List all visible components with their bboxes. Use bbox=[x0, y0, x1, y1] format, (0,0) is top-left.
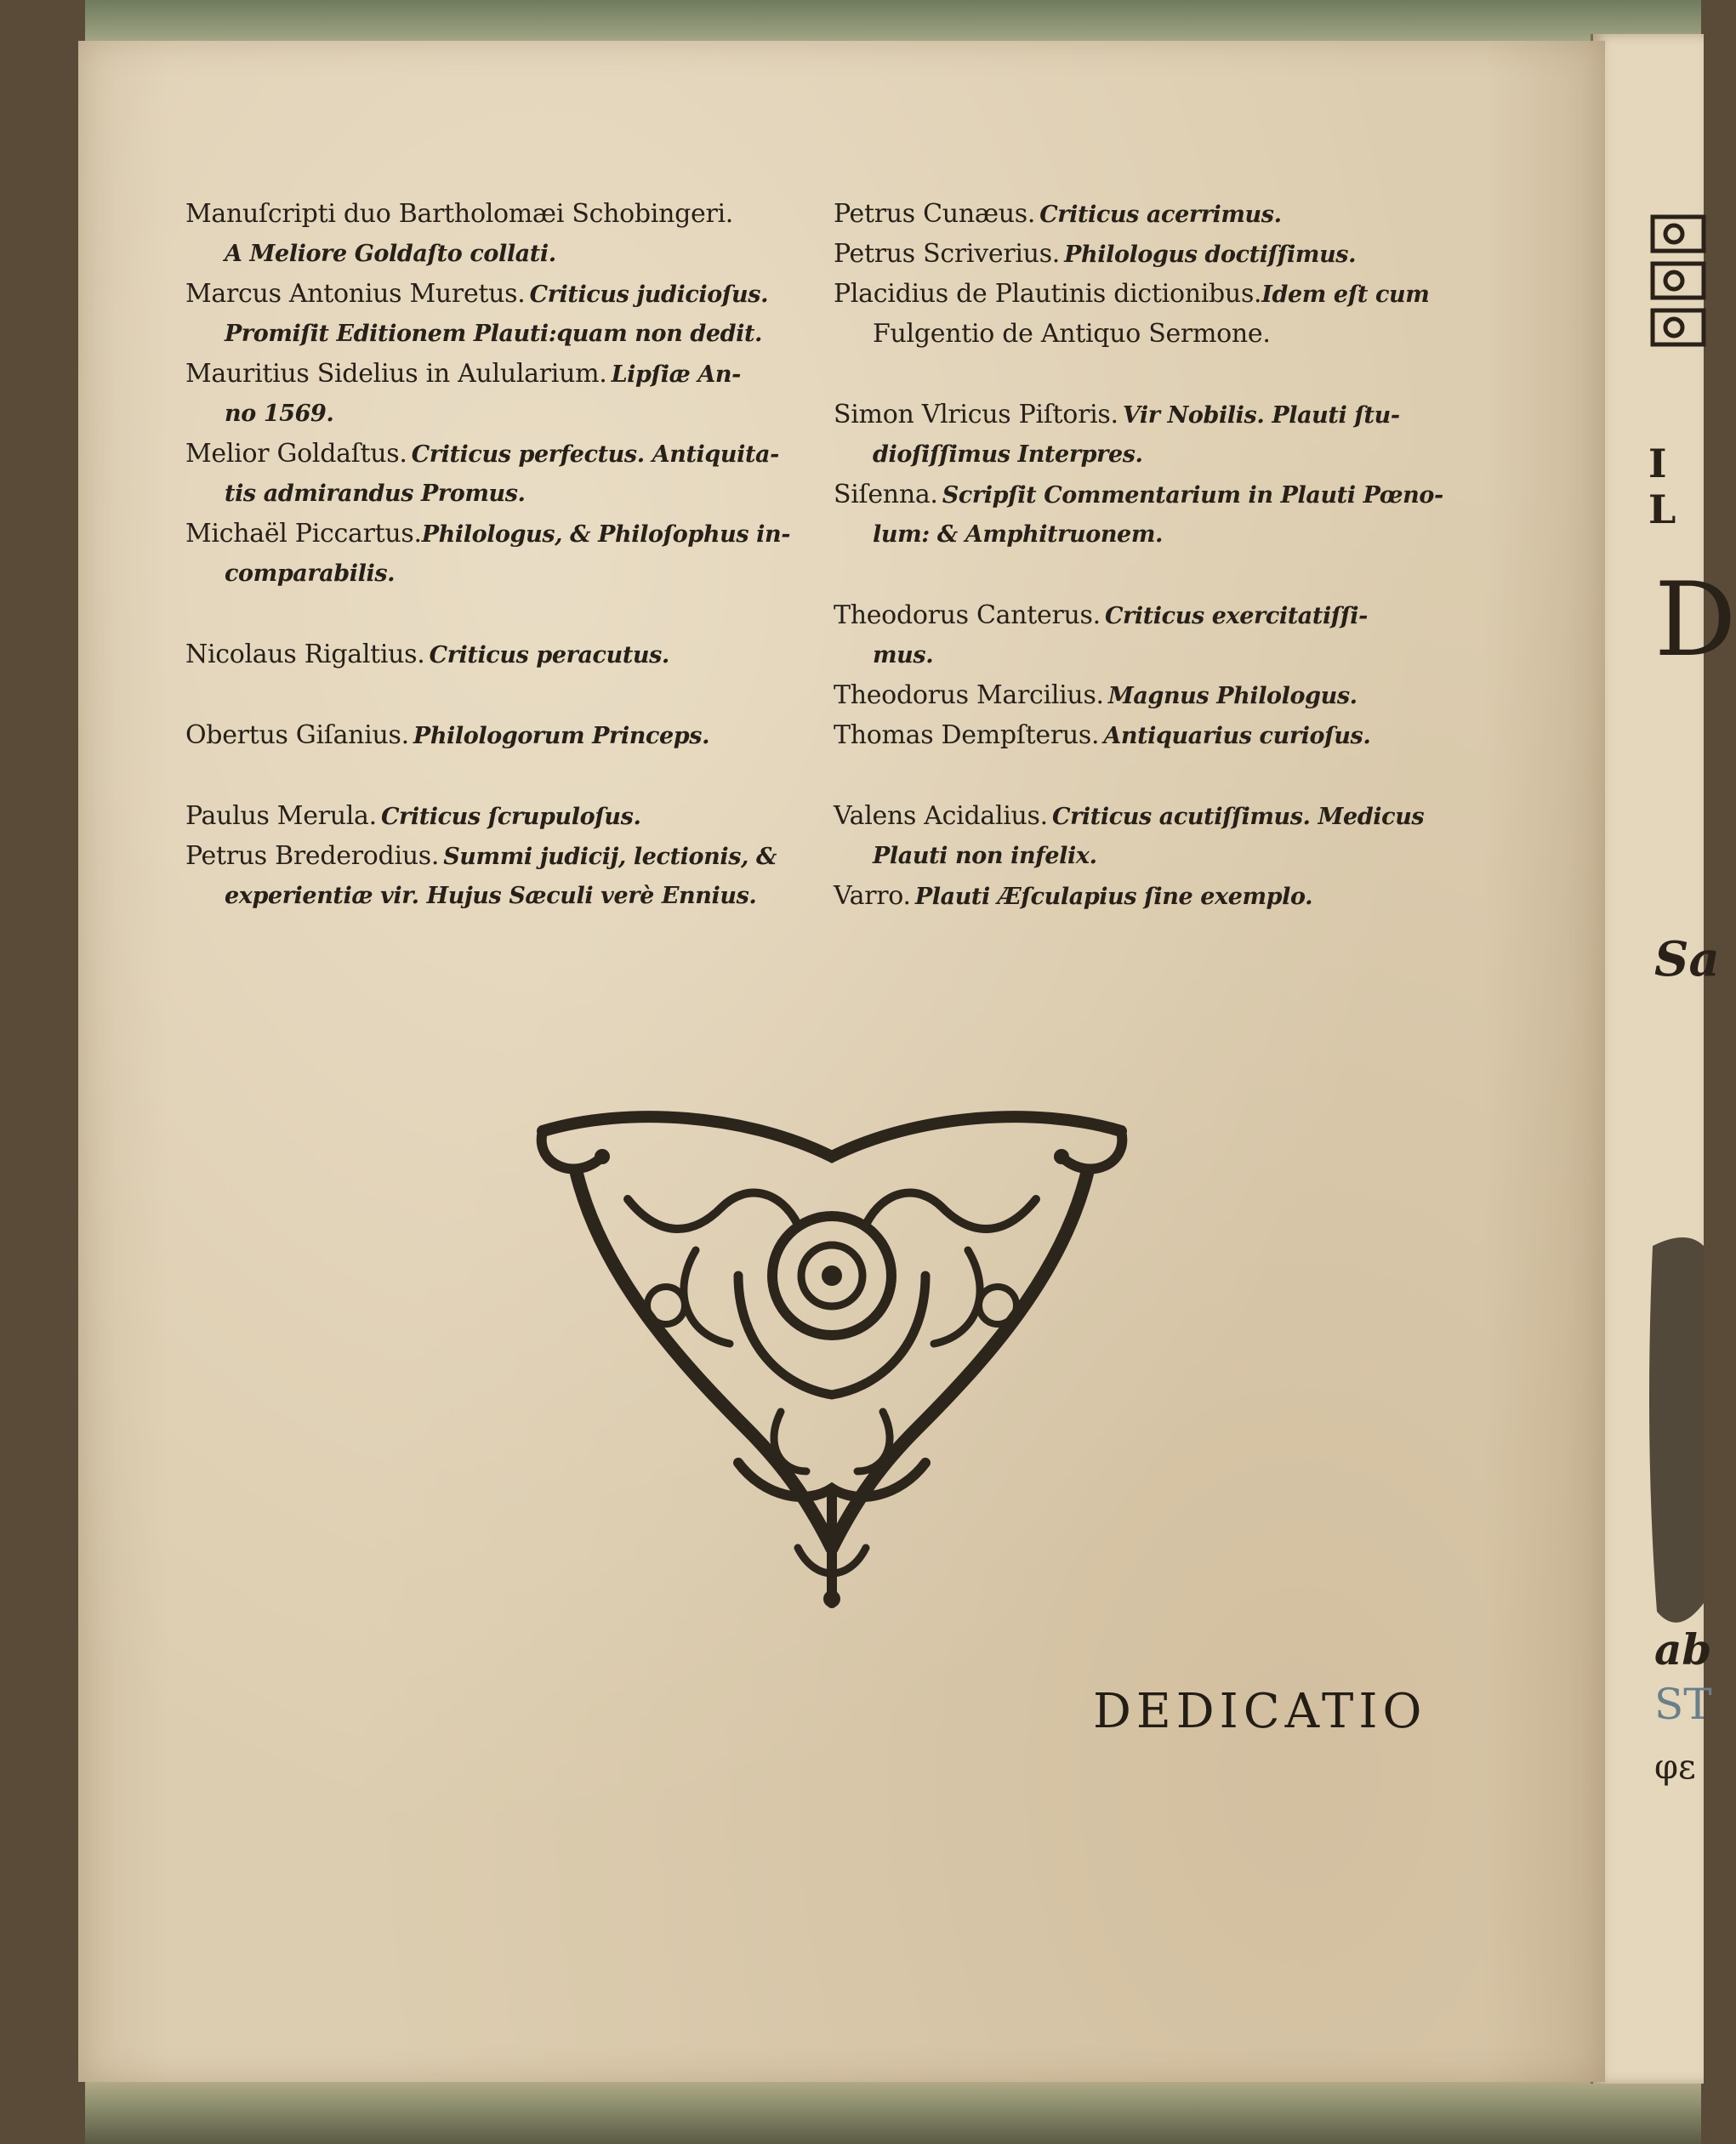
catchword: DEDICATIO bbox=[1093, 1684, 1427, 1739]
index-entry bbox=[185, 434, 832, 514]
facing-text-1: I L bbox=[1648, 441, 1676, 532]
index-entry bbox=[185, 354, 832, 434]
entry-name: Petrus Scriverius. bbox=[834, 239, 1061, 269]
index-entry bbox=[185, 715, 832, 755]
index-entry bbox=[834, 675, 1480, 715]
entry-name: Petrus Brederodius. bbox=[185, 841, 440, 871]
entry-continuation: Promiſit Editionem Plauti:quam non dedit. bbox=[225, 321, 763, 347]
index-entry bbox=[185, 274, 832, 354]
index-entry bbox=[185, 514, 832, 594]
entry-description: Criticus acerrimus. bbox=[1039, 202, 1282, 228]
entry-description: Plauti Æſculapius ſine exemplo. bbox=[914, 884, 1313, 910]
index-entry bbox=[185, 836, 832, 916]
entry-name: Petrus Cunæus. bbox=[834, 199, 1036, 229]
facing-text-6: φε bbox=[1654, 1748, 1696, 1787]
entry-continuation: comparabilis. bbox=[225, 560, 396, 587]
entry-description: Philologorum Princeps. bbox=[413, 723, 710, 749]
entry-name: Obertus Giſanius. bbox=[185, 720, 409, 750]
index-entry bbox=[834, 475, 1480, 554]
index-entry bbox=[185, 194, 832, 274]
index-column-right bbox=[834, 194, 1480, 916]
entry-name: Marcus Antonius Muretus. bbox=[185, 279, 526, 309]
entry-name: Nicolaus Rigaltius. bbox=[185, 640, 425, 669]
entry-continuation: lum: & Amphitruonem. bbox=[873, 521, 1163, 548]
entry-continuation: A Meliore Goldaſto collati. bbox=[225, 241, 556, 267]
entry-name: Varro. bbox=[834, 881, 911, 911]
entry-description: Vir Nobilis. Plauti ſtu- bbox=[1122, 402, 1400, 429]
index-entry bbox=[185, 634, 832, 674]
entry-name: Valens Acidalius. bbox=[834, 801, 1048, 831]
entry-description: Magnus Philologus. bbox=[1107, 683, 1357, 709]
entry-description: Criticus acutiſſimus. Medicus bbox=[1052, 804, 1425, 830]
facing-text-3: Sa bbox=[1654, 931, 1720, 987]
entry-description: Summi judicij, lectionis, & bbox=[443, 844, 777, 870]
entry-continuation: experientiæ vir. Hujus Sæculi verè Ennius. bbox=[225, 883, 757, 909]
entry-name: Michaël Piccartus. bbox=[185, 519, 422, 549]
index-entry bbox=[834, 395, 1480, 475]
facing-page bbox=[1591, 34, 1736, 2084]
entry-name: Placidius de Plautinis dictionibus. bbox=[834, 279, 1262, 309]
entry-continuation: no 1569. bbox=[225, 401, 334, 427]
entry-name: Manuſcripti duo Bartholomæi Schobingeri. bbox=[185, 199, 734, 229]
index-column-left bbox=[185, 194, 832, 916]
entry-name: Theodorus Canterus. bbox=[834, 600, 1101, 630]
facing-text-5: ST bbox=[1654, 1680, 1712, 1729]
entry-description: Criticus perfectus. Antiquita- bbox=[411, 441, 779, 468]
entry-description: Criticus exercitatiſſi- bbox=[1104, 603, 1368, 629]
entry-description: Criticus judicioſus. bbox=[529, 282, 769, 308]
entry-name: Simon Vlricus Piſtoris. bbox=[834, 400, 1118, 429]
entry-continuation: dioſiſſimus Interpres. bbox=[873, 441, 1143, 468]
entry-name: Thomas Dempſterus. bbox=[834, 720, 1100, 750]
index-entry bbox=[834, 715, 1480, 755]
entry-description: Criticus ſcrupuloſus. bbox=[380, 804, 641, 830]
entry-description: Idem eſt cum bbox=[1261, 282, 1430, 308]
index-entry bbox=[834, 876, 1480, 916]
entry-continuation: Fulgentio de Antiquo Sermone. bbox=[873, 319, 1271, 349]
entry-description: Antiquarius curioſus. bbox=[1103, 723, 1371, 749]
index-entry bbox=[834, 595, 1480, 675]
index-entry bbox=[834, 796, 1480, 876]
entry-description: Scripſit Commentarium in Plauti Pœno- bbox=[942, 482, 1443, 509]
entry-continuation: Plauti non infelix. bbox=[873, 843, 1097, 869]
entry-continuation: tis admirandus Promus. bbox=[225, 481, 526, 507]
entry-name: Melior Goldaſtus. bbox=[185, 439, 407, 469]
index-entry bbox=[834, 194, 1480, 234]
entry-description: Philologus, & Philoſophus in- bbox=[421, 521, 791, 548]
facing-text-2: D bbox=[1654, 561, 1736, 680]
entry-description: Criticus peracutus. bbox=[429, 642, 669, 668]
entry-description: Lipſiæ An- bbox=[611, 361, 741, 388]
entry-name: Theodorus Marcilius. bbox=[834, 680, 1104, 710]
entry-description: Philologus doctiſſimus. bbox=[1064, 242, 1357, 268]
index-entry bbox=[185, 796, 832, 836]
index-entry bbox=[834, 234, 1480, 274]
facing-text-4: ab bbox=[1654, 1624, 1712, 1675]
entry-name: Siſenna. bbox=[834, 480, 938, 509]
entry-name: Mauritius Sidelius in Aulularium. bbox=[185, 359, 607, 389]
tailpiece-ornament bbox=[526, 1106, 1138, 1607]
index-entry bbox=[834, 274, 1480, 354]
entry-name: Paulus Merula. bbox=[185, 801, 377, 831]
entry-continuation: mus. bbox=[873, 642, 934, 668]
